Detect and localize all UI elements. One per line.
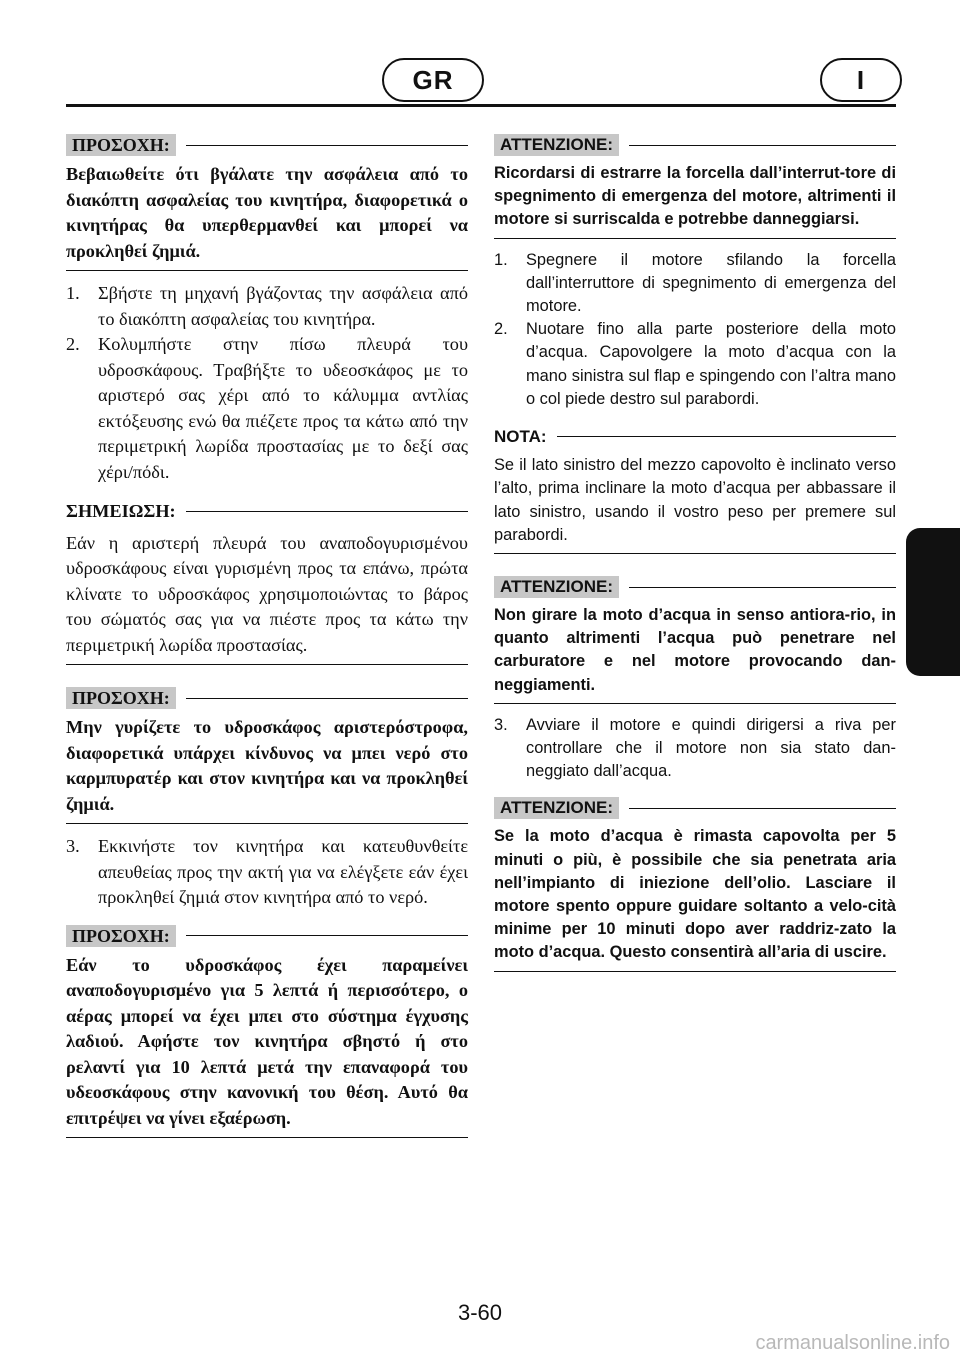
- caution-heading: [494, 797, 896, 819]
- note-text: Εάν η αριστερή πλευρά του αναποδογυρισμένου υδροσκάφους είναι γυρισμένη προς τα επάνω, πρώτα κλίνατε το υδροσκάφος χρησιμοποιώντας το βάρος του σώματός σας για να πιέστε προς τα κάτω την περιμετρική λωρίδα προστασίας.: [66, 532, 468, 655]
- list-item: [494, 714, 896, 784]
- step-text: Σβήστε τη μηχανή βγάζοντας την ασφάλεια από το διακόπτη ασφαλείας του κινητήρα.: [98, 283, 468, 329]
- caution-label: ΠΡΟΣΟΧΗ:: [66, 134, 176, 156]
- caution-label: ΠΡΟΣΟΧΗ:: [66, 925, 176, 947]
- note-heading: [66, 499, 468, 525]
- step-text: Κολυμπήστε στην πίσω πλευρά του υδροσκάφους. Τραβήξτε το υδεοσκάφος με το αριστερό σας χέρι από το κάλυμμα αντλίας εκτόξευσης ενώ θα πιέζετε προς τα κάτω από την περιμετρική λωρίδα προστασίας με το δεξί σας χέρι/πόδι.: [98, 334, 468, 482]
- step-number: 2.: [66, 334, 80, 354]
- list-item: [494, 318, 896, 411]
- divider: [66, 664, 468, 665]
- list-item: [66, 834, 468, 911]
- page-number: 3-60: [457, 1300, 503, 1325]
- greek-column: [66, 120, 468, 1138]
- divider: [494, 703, 896, 704]
- step-number: 1.: [66, 283, 80, 303]
- note-label: ΣΗΜΕΙΩΣΗ:: [66, 501, 176, 521]
- caution-label: ΠΡΟΣΟΧΗ:: [66, 687, 176, 709]
- step-text: Εκκινήστε τον κινητήρα και κατευθυνθείτε απευθείας προς την ακτή για να ελέγξετε εάν έχει προκληθεί ζημιά στον κινητήρα από το νερό.: [98, 836, 468, 907]
- caution-label: ATTENZIONE:: [494, 576, 619, 598]
- caution-text: Se la moto d’acqua è rimasta capovolta per 5 minuti o più, è possibile che sia penetrata aria nell’impianto di iniezione dell’olio. Lasciare il motore spento oppure guidare soltanto a velo-cità minime per 10 minuti dopo aver raddriz-zato la moto d’acqua. Questo consentirà all’aria di uscire.: [494, 827, 896, 962]
- caution-text: Εάν το υδροσκάφος έχει παραμείνει αναποδογυρισμένο για 5 λεπτά ή περισσότερο, ο αέρας μπορεί να έχει μπει στο σύστημα έγχυσης λαδιού. Αφήστε τον κινητήρα σβηστό ή στο ρελαντί για 10 λεπτά μετά την επαναφορά του υδεοσκάφους στην κανονική του θέση. Αυτό θα επιτρέψει να γίνει εξαέρωση.: [66, 954, 468, 1128]
- divider: [66, 270, 468, 271]
- divider: [494, 553, 896, 554]
- caution-heading: [66, 134, 468, 156]
- steps-list: [66, 834, 468, 911]
- note-text: Se il lato sinistro del mezzo capovolto è inclinato verso l’alto, prima inclinare la moto d’acqua per abbassare il lato sinistro, usando il vostro peso per premere sul parabordi.: [494, 456, 896, 544]
- divider: [66, 1137, 468, 1138]
- caution-label: ATTENZIONE:: [494, 797, 619, 819]
- divider: [66, 823, 468, 824]
- list-item: [494, 249, 896, 319]
- steps-list: [494, 249, 896, 411]
- step-text: Spegnere il motore sfilando la forcella dall’interruttore di spegnimento di emergenza del motore.: [526, 250, 896, 316]
- step-text: Avviare il motore e quindi dirigersi a riva per controllare che il motore non sia stato dan-neggiato dall’acqua.: [526, 715, 896, 781]
- steps-list: [66, 281, 468, 485]
- caution-heading: [66, 687, 468, 709]
- header-rule: [66, 104, 896, 107]
- caution-text: Non girare la moto d’acqua in senso antiora-rio, in quanto altrimenti l’acqua può penetrare nel carburatore e nel motore provocando dan-neggiamenti.: [494, 606, 896, 694]
- step-number: 2.: [494, 320, 508, 339]
- caution-heading: [494, 134, 896, 156]
- note-label: NOTA:: [494, 427, 547, 447]
- step-number: 3.: [66, 836, 80, 856]
- language-badge-it: I: [820, 58, 902, 102]
- caution-text: Ricordarsi di estrarre la forcella dall’interrut-tore di spegnimento di emergenza del motore, altrimenti il motore si surriscalda e potrebbe danneggiarsi.: [494, 164, 896, 229]
- caution-heading: [66, 925, 468, 947]
- divider: [494, 238, 896, 239]
- note-heading: [494, 425, 896, 448]
- language-badge-gr: GR: [382, 58, 484, 102]
- list-item: [66, 281, 468, 332]
- caution-text: Βεβαιωθείτε ότι βγάλατε την ασφάλεια από το διακόπτη ασφαλείας του κινητήρα, διαφορετικά ο κινητήρας θα υπερθερμανθεί και μπορεί να προκληθεί ζημιά.: [66, 164, 468, 261]
- divider: [494, 971, 896, 972]
- caution-label: ATTENZIONE:: [494, 134, 619, 156]
- chapter-side-tab: [906, 528, 960, 676]
- caution-text: Μην γυρίζετε το υδροσκάφος αριστερόστροφα, διαφορετικά υπάρχει κίνδυνος να μπει νερό στο καρμπυρατέρ και στον κινητήρα και να προκληθεί ζημιά.: [66, 717, 468, 814]
- steps-list: [494, 714, 896, 784]
- step-number: 1.: [494, 250, 508, 269]
- caution-heading: [494, 576, 896, 598]
- watermark: carmanualsonline.info: [755, 1332, 950, 1354]
- step-number: 3.: [494, 715, 508, 734]
- italian-column: [494, 120, 896, 972]
- list-item: [66, 332, 468, 485]
- step-text: Nuotare fino alla parte posteriore della moto d’acqua. Capovolgere la moto d’acqua con la mano sinistra sul flap e spingendo con l’altra mano o col piede destro sul parabordi.: [526, 320, 896, 408]
